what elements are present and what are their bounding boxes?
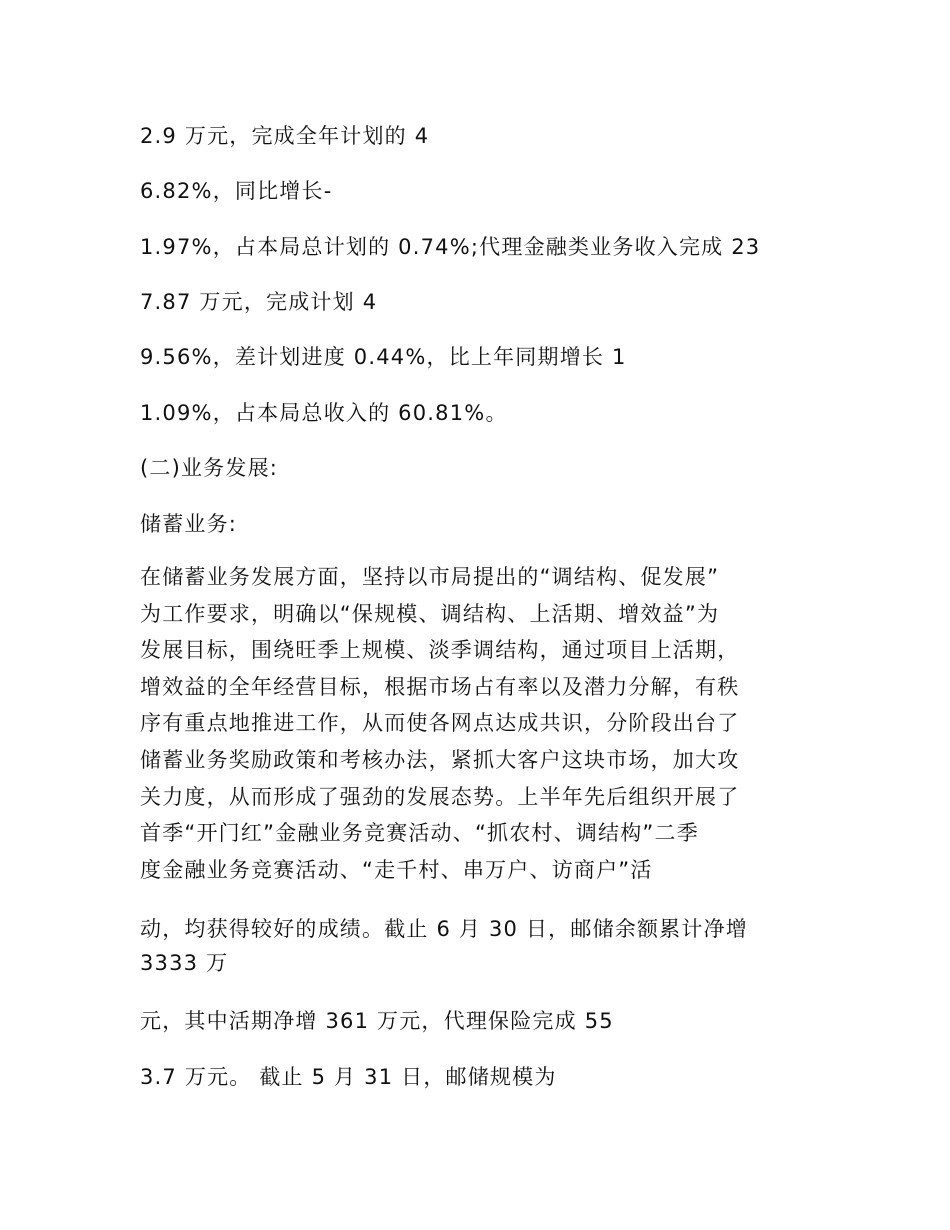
paragraph-line: 关力度，从而形成了强劲的发展态势。上半年先后组织开展了 (140, 784, 740, 809)
subsection-heading: 储蓄业务: (140, 512, 238, 536)
paragraph-line: 3333 万 (140, 951, 229, 975)
paragraph-line: 发展目标，围绕旺季上规模、淡季调结构，通过项目上活期， (140, 638, 740, 663)
paragraph-line: 序有重点地推进工作，从而使各网点达成共识，分阶段出台了 (140, 711, 740, 736)
paragraph-line: 为工作要求，明确以“保规模、调结构、上活期、增效益”为 (140, 601, 720, 626)
paragraph-line: 储蓄业务奖励政策和考核办法，紧抓大客户这块市场，加大攻 (140, 747, 740, 772)
paragraph-line: 度金融业务竞赛活动、“走千村、串万户、访商户”活 (140, 857, 653, 882)
text-line: 2.9 万元，完成全年计划的 4 (140, 124, 430, 148)
text-line: 1.97%，占本局总计划的 0.74%;代理金融类业务收入完成 23 (140, 235, 761, 259)
text-line: 1.09%，占本局总收入的 60.81%。 (140, 401, 508, 425)
paragraph-line: 在储蓄业务发展方面，坚持以市局提出的“调结构、促发展” (140, 565, 720, 589)
text-line: 3.7 万元。 截止 5 月 31 日，邮储规模为 (140, 1065, 557, 1089)
text-line: 7.87 万元，完成计划 4 (140, 290, 378, 314)
result-block (140, 912, 820, 980)
text-line: 6.82%，同比增长- (140, 179, 333, 203)
section-heading: (二)业务发展: (140, 456, 279, 480)
paragraph-line: 增效益的全年经营目标，根据市场占有率以及潜力分解，有秩 (140, 674, 740, 699)
paragraph-line: 首季“开门红”金融业务竞赛活动、“抓农村、调结构”二季 (140, 821, 699, 846)
text-line: 9.56%，差计划进度 0.44%，比上年同期增长 1 (140, 345, 627, 369)
savings-paragraph (140, 559, 820, 888)
text-line: 元，其中活期净增 361 万元，代理保险完成 55 (140, 1009, 614, 1033)
paragraph-line: 动，均获得较好的成绩。截止 6 月 30 日，邮储余额累计净增 (140, 917, 748, 941)
